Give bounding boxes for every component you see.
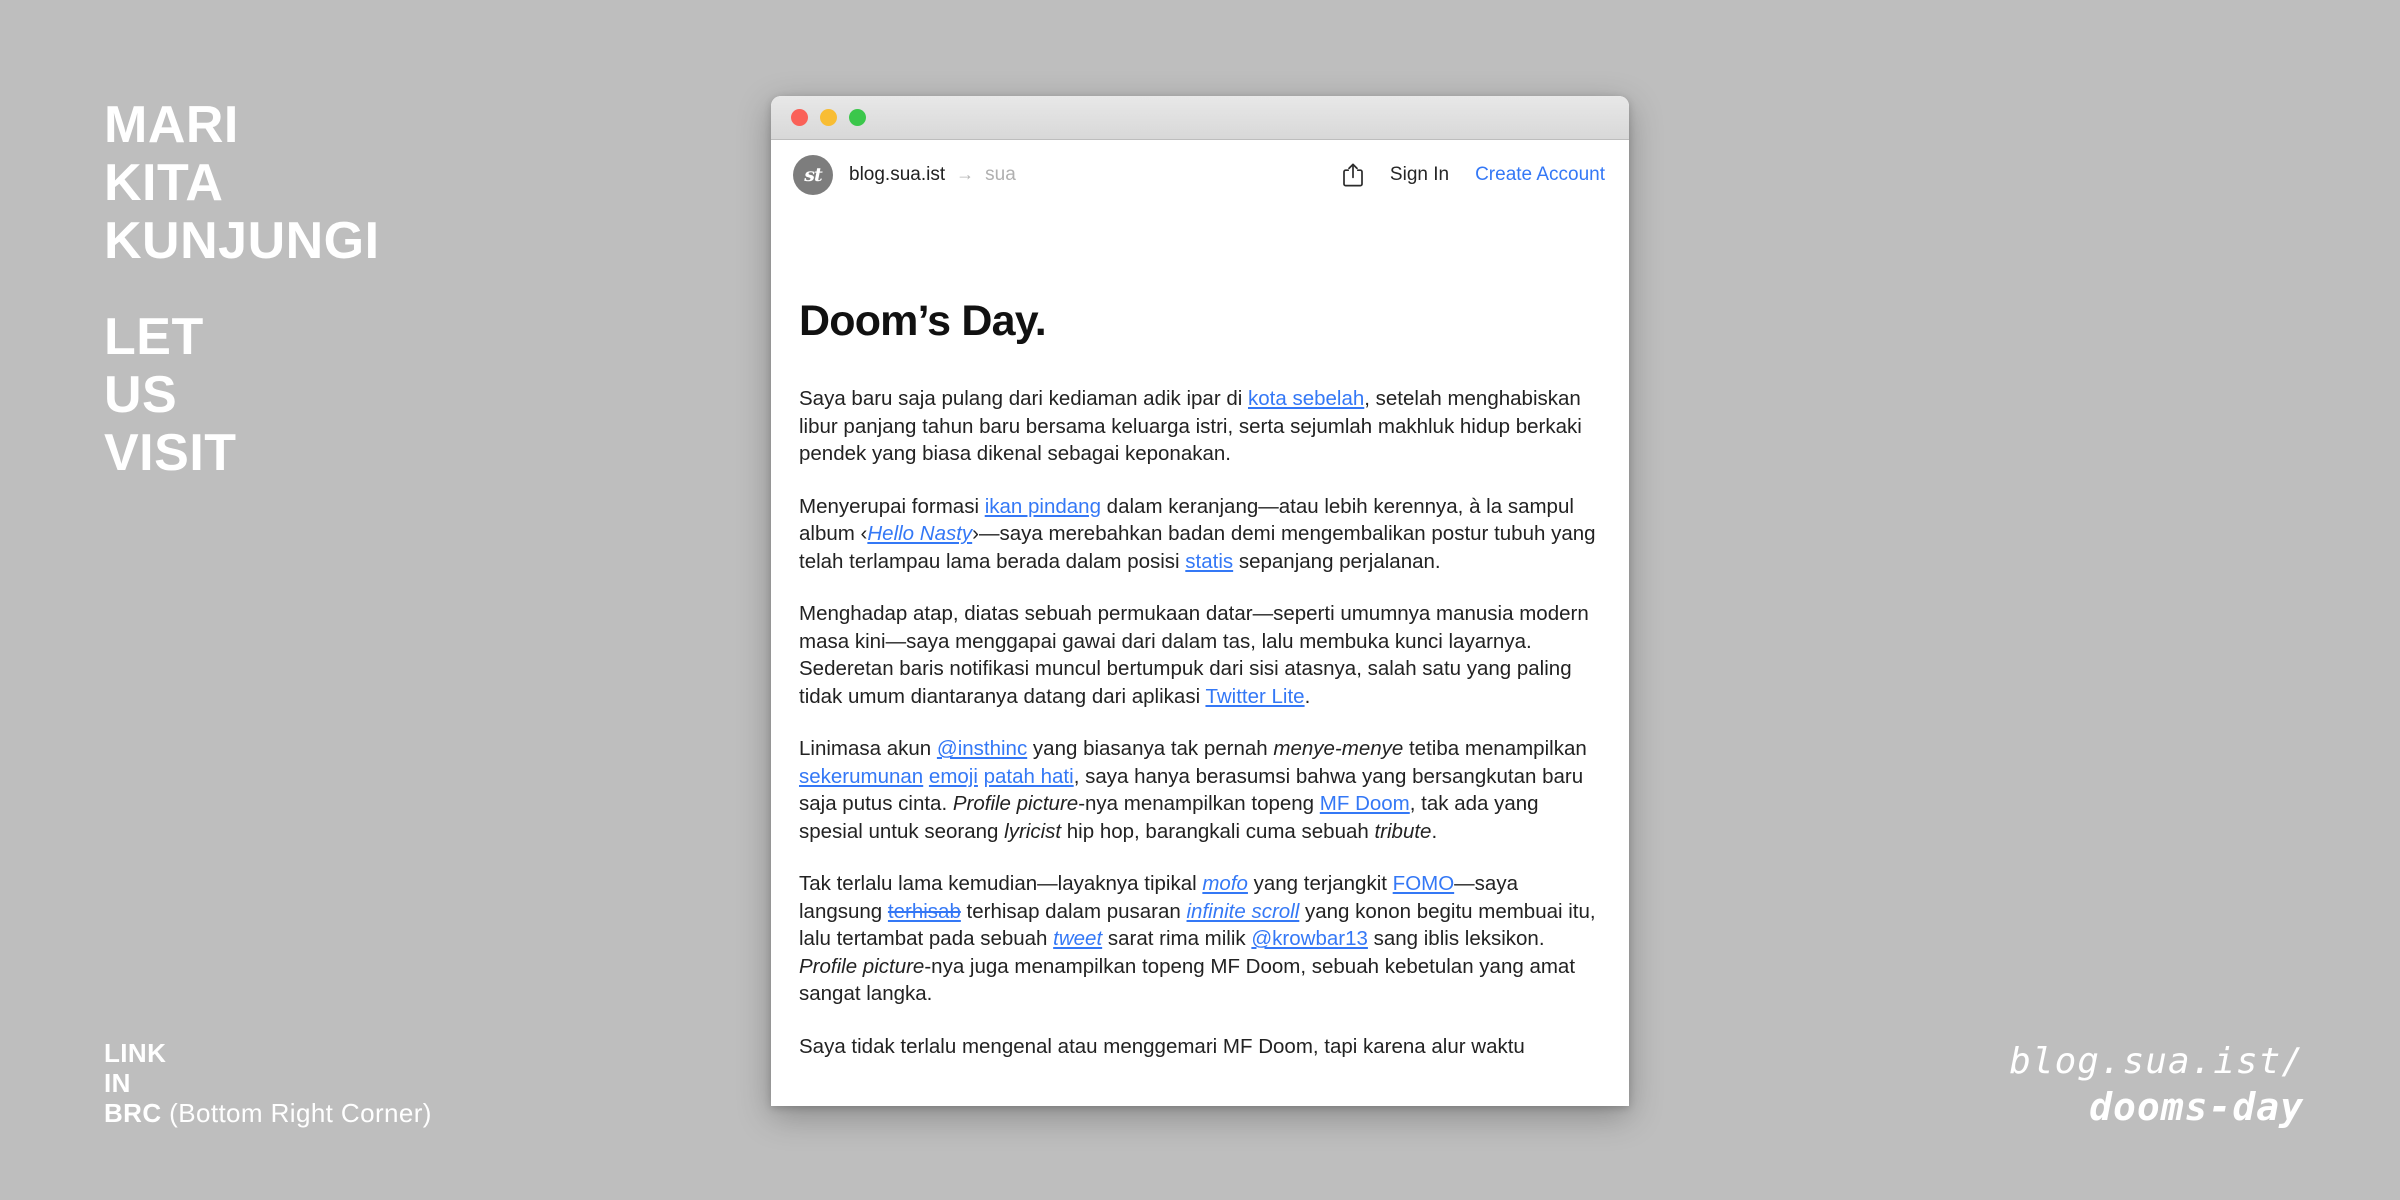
- article-link[interactable]: MF Doom: [1319, 792, 1410, 816]
- page-title: Doom’s Day.: [799, 297, 1046, 345]
- article-text: ›—saya merebahkan badan demi mengembalikan postur tubuh yang telah terlampau lama berada dalam posisi: [799, 522, 1596, 573]
- article-text: .: [1431, 819, 1438, 843]
- article-emphasis: lyricist: [1004, 819, 1062, 843]
- article: [771, 298, 1629, 1060]
- browser-window: [771, 96, 1629, 1106]
- minimize-window-button[interactable]: [820, 109, 837, 126]
- share-icon[interactable]: [1342, 162, 1364, 188]
- article-text: yang konon begitu membuai itu, lalu tertambat pada sebuah: [799, 899, 1596, 951]
- article-link[interactable]: Twitter Lite: [1205, 684, 1305, 708]
- article-text: —saya langsung: [799, 872, 1518, 923]
- article-paragraph: [799, 870, 1601, 1008]
- article-emphasis: Profile picture: [799, 954, 925, 978]
- article-text: yang biasanya tak pernah: [1027, 737, 1274, 761]
- article-emphasis: Profile picture: [952, 792, 1079, 816]
- article-paragraph: [799, 385, 1601, 468]
- article-link[interactable]: terhisab: [887, 899, 961, 923]
- site-avatar-icon[interactable]: st: [793, 155, 833, 195]
- site-header: [771, 140, 1629, 210]
- article-text: Menyerupai formasi: [799, 494, 985, 518]
- article-text: , saya hanya berasumsi bahwa yang bersangkutan baru saja putus cinta.: [799, 764, 1584, 816]
- article-link[interactable]: FOMO: [1392, 872, 1455, 896]
- article-text: yang terjangkit: [1247, 872, 1393, 896]
- article-link[interactable]: Hello Nasty: [867, 522, 973, 546]
- article-text: Saya baru saja pulang dari kediaman adik ipar di: [799, 387, 1248, 411]
- close-window-button[interactable]: [791, 109, 808, 126]
- article-text: Menghadap atap, diatas sebuah permukaan datar—seperti umumnya manusia modern masa kini—saya menggapai gawai dari dalam tas, lalu membuka kunci layarnya. Sederetan baris notifikasi muncul bertumpuk dari sisi atasnya, salah satu yang paling tidak umum diantaranya datang dari aplikasi: [799, 602, 1589, 708]
- maximize-window-button[interactable]: [849, 109, 866, 126]
- article-text: sepanjang perjalanan.: [1233, 549, 1441, 573]
- create-account-link[interactable]: Create Account: [1475, 163, 1605, 185]
- article-text: sang iblis leksikon.: [1367, 927, 1545, 951]
- promo-footnote-bold: BRC: [104, 1098, 162, 1128]
- traffic-lights: [791, 109, 866, 126]
- article-text: sarat rima milik: [1102, 927, 1252, 951]
- promo-subhead-line-2: US: [104, 366, 178, 424]
- article-emphasis: menye-menye: [1273, 737, 1404, 761]
- promo-headline-line-2: KITA: [104, 154, 224, 212]
- promo-footnote-light: (Bottom Right Corner): [161, 1098, 432, 1128]
- breadcrumb-sub[interactable]: sua: [985, 163, 1016, 185]
- article-text: Saya tidak terlalu mengenal atau menggemari MF Doom, tapi karena alur waktu: [799, 1034, 1525, 1058]
- article-link[interactable]: @krowbar13: [1251, 927, 1368, 951]
- article-link[interactable]: patah hati: [983, 764, 1074, 788]
- article-text: Tak terlalu lama kemudian—layaknya tipikal: [799, 872, 1203, 896]
- promo-headline-line-1: MARI: [104, 96, 239, 154]
- promo-footnote-line-3: [104, 1098, 432, 1128]
- article-text: -nya juga menampilkan topeng MF Doom, sebuah kebetulan yang amat sangat langka.: [799, 954, 1576, 1006]
- promo-url-block: [2009, 1040, 2304, 1130]
- window-titlebar[interactable]: [771, 96, 1629, 140]
- breadcrumb-site[interactable]: blog.sua.ist: [849, 163, 946, 185]
- article-text: -nya menampilkan topeng: [1078, 792, 1320, 816]
- header-actions: [1342, 162, 1605, 188]
- promo-spacer: [104, 270, 664, 308]
- article-text: dalam keranjang—atau lebih kerennya, à la sampul album ‹: [799, 494, 1574, 546]
- article-text: tetiba menampilkan: [1403, 737, 1587, 761]
- article-link[interactable]: mofo: [1202, 872, 1248, 896]
- promo-url-domain: blog.sua.ist/: [2009, 1041, 2304, 1082]
- article-text: hip hop, barangkali cuma sebuah: [1061, 819, 1375, 843]
- promo-url-slug: dooms-day: [2089, 1085, 2304, 1129]
- article-text: , tak ada yang spesial untuk seorang: [799, 792, 1539, 843]
- article-text: .: [1304, 684, 1311, 708]
- arrow-right-icon: →: [956, 163, 975, 184]
- sign-in-link[interactable]: Sign In: [1389, 163, 1450, 185]
- article-text: , setelah menghabiskan libur panjang tahun baru bersama keluarga istri, serta sejumlah makhluk hidup berkaki pendek yang biasa dikenal sebagai keponakan.: [799, 387, 1582, 466]
- article-paragraph: [799, 493, 1601, 576]
- article-text: Linimasa akun: [799, 737, 937, 761]
- promo-subhead-line-3: VISIT: [104, 424, 237, 482]
- article-link[interactable]: ikan pindang: [984, 494, 1101, 518]
- article-paragraph: [799, 1033, 1601, 1061]
- article-link[interactable]: tweet: [1053, 927, 1103, 951]
- article-link[interactable]: statis: [1185, 549, 1234, 573]
- article-link[interactable]: kota sebelah: [1248, 387, 1365, 411]
- promo-footnote-line-2: IN: [104, 1068, 131, 1098]
- promo-subhead-line-1: LET: [104, 308, 204, 366]
- article-paragraph: [799, 735, 1601, 845]
- article-link[interactable]: emoji: [928, 764, 978, 788]
- breadcrumb: [849, 164, 1016, 186]
- promo-footnote-block: [104, 1038, 432, 1128]
- promo-headline-block: [104, 96, 664, 482]
- article-text: terhisap dalam pusaran: [960, 899, 1187, 923]
- article-link[interactable]: @insthinc: [936, 737, 1028, 761]
- article-emphasis: tribute: [1374, 819, 1432, 843]
- article-body: [799, 385, 1601, 1060]
- promo-footnote-line-1: LINK: [104, 1038, 167, 1068]
- article-paragraph: [799, 600, 1601, 710]
- article-link[interactable]: infinite scroll: [1186, 899, 1300, 923]
- promo-headline-line-3: KUNJUNGI: [104, 212, 380, 270]
- article-link[interactable]: sekerumunan: [799, 764, 924, 788]
